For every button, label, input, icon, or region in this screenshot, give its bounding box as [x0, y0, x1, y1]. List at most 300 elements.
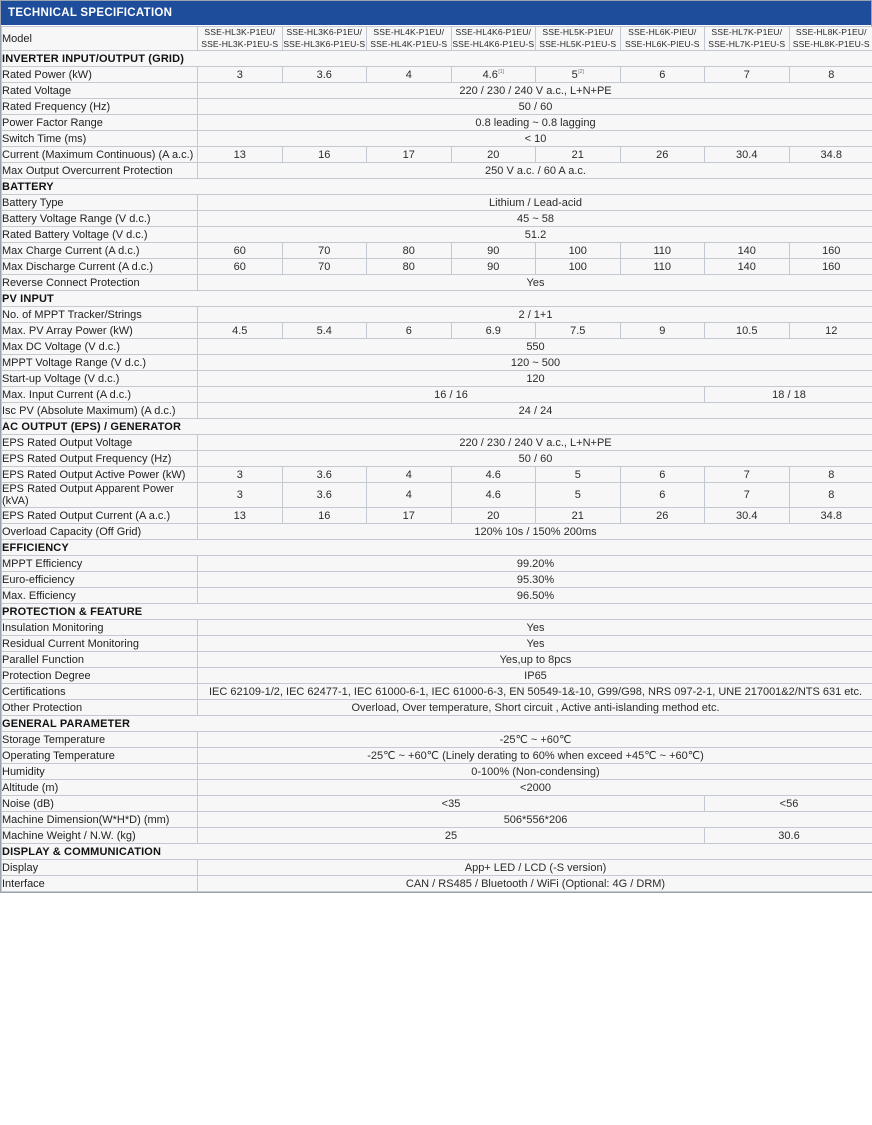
- model-name-line-2: SSE-HL6K-PIEU-S: [624, 38, 700, 49]
- model-name-line-2: SSE-HL5K-P1EU-S: [539, 38, 617, 49]
- row-label: MPPT Efficiency: [2, 556, 198, 572]
- table-row: [2, 211, 872, 227]
- row-label: Interface: [2, 876, 198, 892]
- table-row-section-header: [2, 716, 872, 732]
- row-label: Battery Voltage Range (V d.c.): [2, 211, 198, 227]
- row-label: EPS Rated Output Apparent Power (kVA): [2, 483, 198, 508]
- row-value-per-model: [451, 147, 536, 163]
- cell-text: 160: [822, 244, 841, 257]
- table-row: [2, 508, 872, 524]
- table-row: [2, 764, 872, 780]
- row-value-per-model: [367, 259, 452, 275]
- row-value-per-model: [620, 467, 705, 483]
- cell-text: 6: [659, 68, 666, 81]
- table-row: [2, 812, 872, 828]
- row-value-all-models: 220 / 230 / 240 V a.c., L+N+PE: [198, 83, 872, 99]
- row-label: Protection Degree: [2, 668, 198, 684]
- table-row: [2, 131, 872, 147]
- row-label: Storage Temperature: [2, 732, 198, 748]
- table-row: [2, 524, 872, 540]
- section-header: PROTECTION & FEATURE: [2, 604, 872, 620]
- row-value-all-models: 250 V a.c. / 60 A a.c.: [198, 163, 872, 179]
- row-value-per-model: [620, 323, 705, 339]
- model-column-header: [705, 27, 790, 51]
- table-row: [2, 371, 872, 387]
- row-label-model: Model: [2, 27, 198, 51]
- row-value-per-model: [705, 147, 790, 163]
- cell-text: 7.5: [570, 324, 586, 337]
- model-name-line-1: SSE-HL3K6-P1EU/: [286, 27, 363, 37]
- row-value-all-models: 50 / 60: [198, 451, 872, 467]
- row-value-per-model: [282, 259, 367, 275]
- cell-text: 100: [568, 244, 587, 257]
- row-value-all-models: 45 ~ 58: [198, 211, 872, 227]
- row-value-per-model: [282, 323, 367, 339]
- cell-text: 21: [571, 509, 584, 522]
- table-row: [2, 147, 872, 163]
- cell-text: 110: [653, 260, 672, 273]
- cell-text: 110: [653, 244, 672, 257]
- table-row: [2, 828, 872, 844]
- row-value-per-model: [536, 508, 621, 524]
- row-label: Machine Weight / N.W. (kg): [2, 828, 198, 844]
- table-row: [2, 483, 872, 508]
- row-value-group: 18 / 18: [705, 387, 872, 403]
- cell-text: 4.6: [482, 68, 498, 81]
- cell-text: 4.6: [485, 489, 501, 501]
- row-label: Insulation Monitoring: [2, 620, 198, 636]
- table-row: [2, 876, 872, 892]
- cell-text: 60: [233, 244, 246, 257]
- row-label: Rated Frequency (Hz): [2, 99, 198, 115]
- table-row: [2, 435, 872, 451]
- row-label: Max DC Voltage (V d.c.): [2, 339, 198, 355]
- row-value-per-model: [282, 243, 367, 259]
- row-label: Power Factor Range: [2, 115, 198, 131]
- row-value-all-models: 50 / 60: [198, 99, 872, 115]
- table-row: [2, 620, 872, 636]
- section-header: GENERAL PARAMETER: [2, 716, 872, 732]
- row-label: Other Protection: [2, 700, 198, 716]
- row-value-per-model: [198, 243, 283, 259]
- row-label: Start-up Voltage (V d.c.): [2, 371, 198, 387]
- page-title: TECHNICAL SPECIFICATION: [1, 1, 871, 26]
- row-value-all-models: 506*556*206: [198, 812, 872, 828]
- table-row: [2, 572, 872, 588]
- row-label: Humidity: [2, 764, 198, 780]
- row-value-all-models: 0.8 leading ~ 0.8 lagging: [198, 115, 872, 131]
- section-header: AC OUTPUT (EPS) / GENERATOR: [2, 419, 872, 435]
- table-row: [2, 451, 872, 467]
- row-value-per-model: [620, 67, 705, 83]
- cell-text: 26: [656, 148, 669, 161]
- cell-text: 8: [828, 489, 835, 501]
- row-label: EPS Rated Output Frequency (Hz): [2, 451, 198, 467]
- model-name-line-1: SSE-HL7K-P1EU/: [711, 27, 783, 37]
- row-value-per-model: [198, 67, 283, 83]
- cell-text: 6: [405, 324, 412, 337]
- row-value-per-model: [536, 147, 621, 163]
- section-header: INVERTER INPUT/OUTPUT (GRID): [2, 51, 872, 67]
- row-value-group: 25: [198, 828, 705, 844]
- row-label: MPPT Voltage Range (V d.c.): [2, 355, 198, 371]
- row-value-per-model: [451, 259, 536, 275]
- cell-text: 10.5: [736, 324, 758, 337]
- cell-text: 6.9: [485, 324, 501, 337]
- cell-text: 4: [405, 468, 412, 481]
- table-row: [2, 684, 872, 700]
- row-value-per-model: [705, 259, 790, 275]
- table-row: [2, 355, 872, 371]
- row-value-all-models: 95.30%: [198, 572, 872, 588]
- table-row: [2, 307, 872, 323]
- cell-text: 7: [743, 489, 750, 501]
- row-value-all-models: Yes,up to 8pcs: [198, 652, 872, 668]
- row-value-per-model: [620, 147, 705, 163]
- cell-text: 17: [402, 509, 415, 522]
- cell-text: 6: [659, 489, 666, 501]
- table-row: [2, 796, 872, 812]
- row-value-per-model: [367, 67, 452, 83]
- row-value-per-model: [789, 147, 872, 163]
- table-row: [2, 163, 872, 179]
- cell-text: 60: [233, 260, 246, 273]
- row-value-per-model: [198, 467, 283, 483]
- row-value-all-models: Yes: [198, 636, 872, 652]
- table-row: [2, 259, 872, 275]
- row-label: EPS Rated Output Voltage: [2, 435, 198, 451]
- row-label: No. of MPPT Tracker/Strings: [2, 307, 198, 323]
- row-value-per-model: [367, 147, 452, 163]
- row-value-all-models: 120% 10s / 150% 200ms: [198, 524, 872, 540]
- model-name-line-2: SSE-HL7K-P1EU-S: [708, 38, 786, 49]
- row-label: Max Discharge Current (A d.c.): [2, 259, 198, 275]
- row-value-per-model: [282, 67, 367, 83]
- table-row: [2, 588, 872, 604]
- row-label: Switch Time (ms): [2, 131, 198, 147]
- table-row: [2, 195, 872, 211]
- table-row-section-header: [2, 179, 872, 195]
- row-value-all-models: < 10: [198, 131, 872, 147]
- cell-text: 4.6: [485, 468, 501, 481]
- section-header: EFFICIENCY: [2, 540, 872, 556]
- table-row: [2, 83, 872, 99]
- cell-text: 90: [487, 244, 500, 257]
- row-value-per-model: [705, 467, 790, 483]
- section-header: PV INPUT: [2, 291, 872, 307]
- cell-text: 5: [574, 489, 581, 501]
- row-value-per-model: [282, 508, 367, 524]
- row-value-per-model: [620, 483, 705, 508]
- model-name-line-2: SSE-HL3K-P1EU-S: [201, 38, 279, 49]
- specification-table-body: [2, 27, 872, 892]
- cell-text: 17: [402, 148, 415, 161]
- table-row-model: [2, 27, 872, 51]
- row-value-per-model: [536, 259, 621, 275]
- row-value-all-models: -25℃ ~ +60℃ (Linely derating to 60% when exceed +45℃ ~ +60℃): [198, 748, 872, 764]
- table-row-section-header: [2, 540, 872, 556]
- cell-text: 20: [487, 509, 500, 522]
- row-value-per-model: [451, 483, 536, 508]
- row-value-all-models: 120: [198, 371, 872, 387]
- model-name-line-1: SSE-HL4K-P1EU/: [373, 27, 445, 37]
- row-value-per-model: [282, 483, 367, 508]
- row-value-per-model: [705, 483, 790, 508]
- cell-text: 34.8: [820, 148, 842, 161]
- row-value-all-models: CAN / RS485 / Bluetooth / WiFi (Optional: 4G / DRM): [198, 876, 872, 892]
- row-value-per-model: [282, 147, 367, 163]
- row-value-group: <35: [198, 796, 705, 812]
- row-value-per-model: [705, 67, 790, 83]
- model-column-header: [620, 27, 705, 51]
- row-value-per-model: [451, 508, 536, 524]
- row-value-per-model: [451, 323, 536, 339]
- row-value-per-model: [367, 323, 452, 339]
- model-column-header: [451, 27, 536, 51]
- row-value-per-model: [367, 467, 452, 483]
- cell-text: 9: [659, 324, 666, 337]
- cell-text: 160: [822, 260, 841, 273]
- row-value-per-model: [789, 467, 872, 483]
- table-row: [2, 467, 872, 483]
- cell-text: 12: [825, 324, 838, 337]
- table-row: [2, 636, 872, 652]
- cell-text: 26: [656, 509, 669, 522]
- row-value-per-model: [789, 483, 872, 508]
- row-value-per-model: [198, 147, 283, 163]
- row-value-all-models: 0-100% (Non-condensing): [198, 764, 872, 780]
- row-value-per-model: [536, 467, 621, 483]
- row-value-all-models: IP65: [198, 668, 872, 684]
- row-value-per-model: [198, 483, 283, 508]
- model-column-header: [789, 27, 872, 51]
- table-row: [2, 99, 872, 115]
- row-value-all-models: Lithium / Lead-acid: [198, 195, 872, 211]
- table-row-section-header: [2, 291, 872, 307]
- row-value-per-model: [451, 467, 536, 483]
- cell-text: 3.6: [316, 68, 332, 81]
- section-header: DISPLAY & COMMUNICATION: [2, 844, 872, 860]
- cell-text: 7: [743, 468, 750, 481]
- row-label: Overload Capacity (Off Grid): [2, 524, 198, 540]
- row-value-per-model: [620, 243, 705, 259]
- row-value-all-models: 24 / 24: [198, 403, 872, 419]
- row-value-per-model: [536, 323, 621, 339]
- cell-text: 30.4: [736, 148, 758, 161]
- cell-text: 100: [568, 260, 587, 273]
- row-label: Max. Efficiency: [2, 588, 198, 604]
- table-row: [2, 323, 872, 339]
- footnote-marker: [1]: [498, 68, 504, 75]
- row-value-all-models: 120 ~ 500: [198, 355, 872, 371]
- row-label: Noise (dB): [2, 796, 198, 812]
- cell-text: 4.5: [232, 324, 248, 337]
- row-value-per-model: [789, 67, 872, 83]
- table-row-section-header: [2, 844, 872, 860]
- table-row: [2, 732, 872, 748]
- row-label: Reverse Connect Protection: [2, 275, 198, 291]
- row-value-all-models: Yes: [198, 275, 872, 291]
- cell-text: 13: [233, 509, 246, 522]
- row-value-per-model: [789, 259, 872, 275]
- cell-text: 16: [318, 509, 331, 522]
- row-label: Max. PV Array Power (kW): [2, 323, 198, 339]
- row-label: Euro-efficiency: [2, 572, 198, 588]
- section-header: BATTERY: [2, 179, 872, 195]
- cell-text: 34.8: [820, 509, 842, 522]
- cell-text: 140: [737, 244, 756, 257]
- table-row: [2, 700, 872, 716]
- row-value-per-model: [789, 323, 872, 339]
- row-value-per-model: [789, 243, 872, 259]
- row-value-group: 30.6: [705, 828, 872, 844]
- row-value-group: <56: [705, 796, 872, 812]
- table-row: [2, 556, 872, 572]
- cell-text: 3: [236, 489, 243, 501]
- cell-text: 7: [743, 68, 750, 81]
- model-column-header: [198, 27, 283, 51]
- row-value-group: 16 / 16: [198, 387, 705, 403]
- row-label: EPS Rated Output Current (A a.c.): [2, 508, 198, 524]
- row-value-all-models: Yes: [198, 620, 872, 636]
- row-label: Rated Power (kW): [2, 67, 198, 83]
- model-name-line-1: SSE-HL8K-P1EU/: [795, 27, 867, 37]
- row-label: Altitude (m): [2, 780, 198, 796]
- row-label: Residual Current Monitoring: [2, 636, 198, 652]
- model-column-header: [367, 27, 452, 51]
- row-label: Certifications: [2, 684, 198, 700]
- cell-text: 6: [659, 468, 666, 481]
- row-value-all-models: 99.20%: [198, 556, 872, 572]
- row-value-per-model: [451, 67, 536, 83]
- cell-text: 8: [828, 68, 835, 81]
- row-label: EPS Rated Output Active Power (kW): [2, 467, 198, 483]
- row-value-per-model: [620, 259, 705, 275]
- model-name-line-1: SSE-HL3K-P1EU/: [204, 27, 276, 37]
- row-value-per-model: [789, 508, 872, 524]
- row-value-all-models: IEC 62109-1/2, IEC 62477-1, IEC 61000-6-1, IEC 61000-6-3, EN 50549-1&-10, G99/G98, NRS 097-2-1, UNE 217001&2/NTS 631 etc.: [198, 684, 872, 700]
- footnote-marker: [2]: [578, 68, 584, 75]
- row-value-per-model: [282, 467, 367, 483]
- row-label: Machine Dimension(W*H*D) (mm): [2, 812, 198, 828]
- row-label: Isc PV (Absolute Maximum) (A d.c.): [2, 403, 198, 419]
- row-value-per-model: [451, 243, 536, 259]
- table-row: [2, 780, 872, 796]
- model-name-line-2: SSE-HL4K-P1EU-S: [370, 38, 448, 49]
- row-value-per-model: [198, 323, 283, 339]
- table-row: [2, 275, 872, 291]
- table-row: [2, 227, 872, 243]
- row-value-all-models: 550: [198, 339, 872, 355]
- table-row: [2, 652, 872, 668]
- cell-text: 90: [487, 260, 500, 273]
- row-value-all-models: 96.50%: [198, 588, 872, 604]
- cell-text: 13: [233, 148, 246, 161]
- table-row: [2, 387, 872, 403]
- table-row: [2, 115, 872, 131]
- row-label: Max. Input Current (A d.c.): [2, 387, 198, 403]
- cell-text: 80: [402, 244, 415, 257]
- table-row: [2, 339, 872, 355]
- cell-text: 5: [574, 468, 581, 481]
- table-row-section-header: [2, 604, 872, 620]
- row-label: Display: [2, 860, 198, 876]
- cell-text: 3: [236, 68, 243, 81]
- row-label: Max Output Overcurrent Protection: [2, 163, 198, 179]
- model-name-line-2: SSE-HL8K-P1EU-S: [792, 38, 870, 49]
- row-value-all-models: 51.2: [198, 227, 872, 243]
- row-value-per-model: [367, 243, 452, 259]
- cell-text: 20: [487, 148, 500, 161]
- row-value-per-model: [198, 259, 283, 275]
- model-name-line-1: SSE-HL6K-PIEU/: [628, 27, 697, 37]
- specification-table: [1, 26, 872, 892]
- cell-text: 3: [236, 468, 243, 481]
- cell-text: 5.4: [316, 324, 332, 337]
- model-column-header: [282, 27, 367, 51]
- row-value-per-model: [705, 323, 790, 339]
- row-value-per-model: [367, 483, 452, 508]
- row-value-per-model: [198, 508, 283, 524]
- model-name-line-1: SSE-HL5K-P1EU/: [542, 27, 614, 37]
- row-label: Battery Type: [2, 195, 198, 211]
- row-value-per-model: [620, 508, 705, 524]
- row-value-per-model: [367, 508, 452, 524]
- cell-text: 70: [318, 244, 331, 257]
- model-name-line-2: SSE-HL4K6-P1EU-S: [452, 38, 535, 49]
- model-column-header: [536, 27, 621, 51]
- cell-text: 140: [737, 260, 756, 273]
- row-value-all-models: App+ LED / LCD (-S version): [198, 860, 872, 876]
- table-row-section-header: [2, 419, 872, 435]
- table-row: [2, 860, 872, 876]
- row-value-per-model: [536, 243, 621, 259]
- row-label: Parallel Function: [2, 652, 198, 668]
- row-value-all-models: 2 / 1+1: [198, 307, 872, 323]
- row-label: Rated Battery Voltage (V d.c.): [2, 227, 198, 243]
- row-value-per-model: [705, 508, 790, 524]
- cell-text: 21: [571, 148, 584, 161]
- cell-text: 4: [405, 68, 412, 81]
- table-row: [2, 67, 872, 83]
- cell-text: 70: [318, 260, 331, 273]
- row-value-all-models: <2000: [198, 780, 872, 796]
- row-value-all-models: 220 / 230 / 240 V a.c., L+N+PE: [198, 435, 872, 451]
- row-label: Current (Maximum Continuous) (A a.c.): [2, 147, 198, 163]
- row-value-per-model: [536, 67, 621, 83]
- cell-text: 3.6: [316, 468, 332, 481]
- row-label: Rated Voltage: [2, 83, 198, 99]
- table-row: [2, 668, 872, 684]
- row-value-all-models: -25℃ ~ +60℃: [198, 732, 872, 748]
- cell-text: 30.4: [736, 509, 758, 522]
- table-row-section-header: [2, 51, 872, 67]
- cell-text: 4: [405, 489, 412, 501]
- table-row: [2, 748, 872, 764]
- model-name-line-1: SSE-HL4K6-P1EU/: [455, 27, 532, 37]
- cell-text: 3.6: [316, 489, 332, 501]
- cell-text: 80: [402, 260, 415, 273]
- cell-text: 5: [571, 68, 578, 81]
- row-value-per-model: [705, 243, 790, 259]
- table-row: [2, 403, 872, 419]
- cell-text: 8: [828, 468, 835, 481]
- row-label: Operating Temperature: [2, 748, 198, 764]
- row-label: Max Charge Current (A d.c.): [2, 243, 198, 259]
- table-row: [2, 243, 872, 259]
- row-value-all-models: Overload, Over temperature, Short circuit , Active anti-islanding method etc.: [198, 700, 872, 716]
- row-value-per-model: [536, 483, 621, 508]
